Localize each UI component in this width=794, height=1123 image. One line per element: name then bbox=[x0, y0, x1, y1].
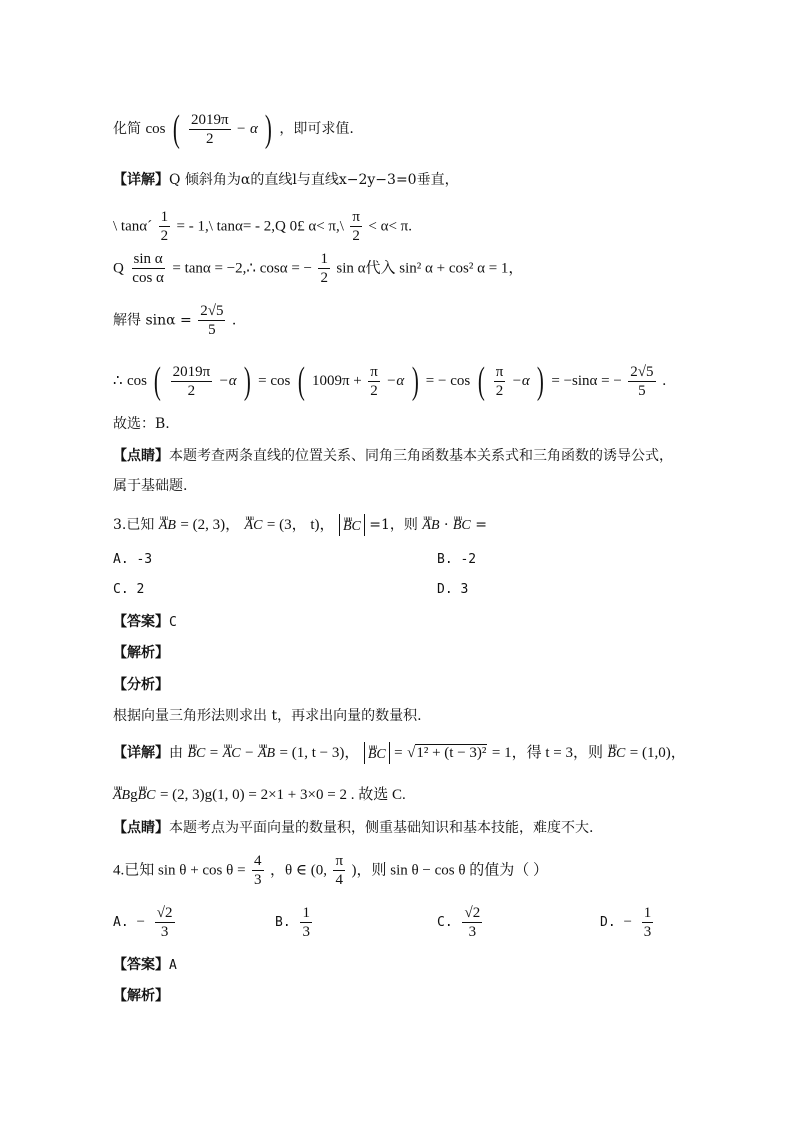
text: = bbox=[394, 745, 403, 761]
fraction bbox=[318, 250, 330, 287]
abs-bc bbox=[339, 514, 365, 536]
q4-analysis bbox=[113, 986, 169, 1006]
option-label: B. bbox=[437, 552, 453, 567]
numerator: π bbox=[370, 363, 378, 380]
denominator: 2 bbox=[160, 228, 169, 244]
answer-value: A bbox=[169, 958, 177, 973]
text: − bbox=[245, 745, 254, 761]
text: )，则 sin θ − cos θ 的值为（ ） bbox=[351, 862, 549, 879]
numerator: 2√5 bbox=[630, 363, 654, 380]
q3-answer bbox=[113, 612, 177, 633]
text: sin α代入 sin² α + cos² α = 1， bbox=[336, 260, 524, 277]
paren-right: ) bbox=[243, 360, 251, 402]
option-value: -3 bbox=[136, 552, 153, 567]
q3-fenxi-text bbox=[113, 706, 422, 726]
option-label: C. bbox=[437, 915, 453, 930]
fraction bbox=[159, 208, 171, 245]
alpha: α bbox=[249, 121, 258, 137]
vector-bc: uuu BC bbox=[453, 512, 471, 536]
fraction bbox=[198, 302, 225, 339]
denominator: cos α bbox=[132, 270, 164, 286]
option-a bbox=[113, 550, 152, 570]
therefore: ∴ bbox=[113, 373, 123, 389]
fraction bbox=[350, 208, 362, 245]
minus: − bbox=[237, 121, 246, 137]
option-label: A. bbox=[113, 552, 129, 567]
section-label: 【解析】 bbox=[113, 645, 169, 661]
text: . bbox=[661, 373, 667, 389]
vector-bc: uuu BC bbox=[138, 782, 156, 806]
text: = - 1,\ tanα= - 2,Q 0£ α< π,\ bbox=[176, 218, 344, 235]
text: g bbox=[130, 787, 138, 803]
numerator: 4 bbox=[254, 853, 262, 869]
vector-bc: uuu BC bbox=[187, 740, 205, 764]
section-label: 【详解】 bbox=[113, 172, 169, 188]
section-label: 【详解】 bbox=[113, 745, 169, 761]
vector-ac: uuu AC bbox=[223, 740, 241, 764]
q4-option-b bbox=[275, 904, 314, 941]
numerator: 2√5 bbox=[200, 303, 224, 319]
numerator: √2 bbox=[156, 905, 173, 921]
line-result bbox=[113, 362, 666, 400]
denominator: 3 bbox=[643, 924, 652, 940]
denominator: 2 bbox=[206, 130, 214, 147]
numerator: π bbox=[335, 853, 344, 869]
text: 属于基础题. bbox=[113, 478, 188, 494]
fraction bbox=[368, 363, 380, 400]
section-label: 【分析】 bbox=[113, 677, 169, 693]
text: = (1, t − 3)， bbox=[279, 745, 360, 761]
denominator: 5 bbox=[638, 382, 646, 399]
paren-right: ) bbox=[265, 108, 273, 150]
option-label: D. bbox=[600, 915, 616, 930]
fraction bbox=[462, 904, 482, 941]
text: −α bbox=[386, 373, 405, 389]
q3-note bbox=[113, 818, 593, 838]
vector-ab: uuu AB bbox=[159, 512, 176, 536]
q3-detail-2 bbox=[113, 782, 406, 806]
line-note bbox=[113, 446, 673, 466]
text: 3.已知 bbox=[113, 517, 155, 533]
denominator: 3 bbox=[254, 872, 262, 888]
text: 本题考查两条直线的位置关系、同角三角函数基本关系式和三角函数的诱导公式， bbox=[169, 448, 673, 464]
paren-left: ( bbox=[297, 360, 305, 402]
text: . bbox=[231, 312, 237, 329]
text: = tanα = −2,∴ cosα = − bbox=[172, 260, 312, 277]
section-label: 【点睛】 bbox=[113, 448, 169, 464]
q4-option-c bbox=[437, 904, 484, 941]
fraction bbox=[300, 904, 312, 941]
numerator: π bbox=[495, 363, 504, 380]
paren-left: ( bbox=[154, 360, 162, 402]
section-label: 【解析】 bbox=[113, 988, 169, 1004]
fraction bbox=[130, 250, 166, 287]
text: = bbox=[475, 517, 487, 533]
fraction bbox=[171, 363, 213, 400]
text: < α< π. bbox=[368, 218, 413, 235]
numerator: 1 bbox=[160, 209, 169, 225]
vector-bc: uuu BC bbox=[368, 742, 386, 764]
numerator: √2 bbox=[464, 905, 481, 921]
text: =1，则 bbox=[369, 517, 418, 533]
sqrt: √1² + (t − 3)² bbox=[407, 745, 487, 761]
q4-answer bbox=[113, 955, 177, 976]
denominator: 3 bbox=[468, 924, 477, 940]
text: = bbox=[209, 745, 219, 761]
question-3-stem bbox=[113, 512, 487, 536]
fraction bbox=[155, 904, 175, 941]
option-c bbox=[113, 580, 144, 600]
text: 化简 bbox=[113, 121, 141, 137]
answer-value: C bbox=[169, 615, 177, 630]
text: = cos bbox=[258, 373, 291, 389]
text: Q 倾斜角为α的直线l与直线x−2y−3=0垂直， bbox=[169, 172, 459, 188]
section-label: 【答案】 bbox=[113, 614, 169, 630]
option-label: A. bbox=[113, 915, 129, 930]
line-tan bbox=[113, 208, 412, 245]
text: −α bbox=[218, 373, 237, 389]
denominator: 5 bbox=[208, 322, 216, 338]
vector-bc: uuu BC bbox=[343, 514, 361, 536]
numerator: 1 bbox=[320, 251, 328, 267]
section-label: 【点睛】 bbox=[113, 820, 169, 836]
option-b bbox=[437, 550, 476, 570]
abs-bc bbox=[364, 742, 390, 764]
numerator: 2019π bbox=[191, 111, 229, 128]
text: 本题考点为平面向量的数量积，侧重基础知识和基本技能，难度不大. bbox=[169, 820, 594, 836]
text: = 1，得 t = 3，则 bbox=[491, 745, 603, 761]
q3-detail bbox=[113, 740, 686, 764]
q4-option-a bbox=[113, 904, 177, 941]
numerator: sin α bbox=[133, 251, 163, 267]
math-cos: cos bbox=[127, 373, 147, 389]
q3-fenxi bbox=[113, 675, 169, 695]
line-sincos bbox=[113, 250, 523, 287]
fraction bbox=[333, 852, 345, 889]
option-label: B. bbox=[275, 915, 291, 930]
q3-analysis bbox=[113, 643, 169, 663]
paren-right: ) bbox=[537, 360, 545, 402]
question-4-stem bbox=[113, 852, 548, 889]
line-simplify bbox=[113, 110, 354, 148]
text: 根据向量三角形法则求出 t，再求出向量的数量积. bbox=[113, 708, 422, 724]
fraction bbox=[252, 852, 264, 889]
vector-ab: uuu AB bbox=[258, 740, 275, 764]
paren-left: ( bbox=[477, 360, 485, 402]
text: = (2, 3)， bbox=[180, 517, 241, 533]
option-label: C. bbox=[113, 582, 129, 597]
text: 1009π + bbox=[311, 373, 362, 389]
vector-ab: uuu AB bbox=[113, 782, 130, 806]
math-cos: cos bbox=[145, 121, 166, 137]
option-d bbox=[437, 580, 468, 600]
denominator: 2 bbox=[370, 382, 378, 399]
section-label: 【答案】 bbox=[113, 957, 169, 973]
vector-ab: uuu AB bbox=[422, 512, 439, 536]
numerator: π bbox=[352, 209, 360, 225]
text: ，即可求值. bbox=[279, 121, 354, 137]
sign: − bbox=[136, 914, 145, 930]
denominator: 2 bbox=[352, 228, 360, 244]
text: 解得 sinα = bbox=[113, 312, 192, 329]
line-solve bbox=[113, 302, 236, 339]
q4-option-d bbox=[600, 904, 655, 941]
text: = −sinα = − bbox=[551, 373, 622, 389]
sign: − bbox=[623, 914, 632, 930]
denominator: 2 bbox=[320, 270, 328, 286]
text: = (3， t)， bbox=[266, 517, 335, 533]
text: 故选：B. bbox=[113, 416, 170, 432]
denominator: 3 bbox=[302, 924, 310, 940]
paren-right: ) bbox=[411, 360, 419, 402]
denominator: 2 bbox=[495, 382, 504, 399]
fraction bbox=[494, 363, 506, 400]
vector-bc: uuu BC bbox=[607, 740, 625, 764]
text: = (2, 3)g(1, 0) = 2×1 + 3×0 = 2 . 故选 C. bbox=[159, 787, 406, 803]
text: = − cos bbox=[425, 373, 471, 389]
dot: · bbox=[443, 517, 449, 533]
fraction bbox=[628, 363, 655, 400]
line-detail-intro bbox=[113, 170, 459, 190]
text: = (1,0)， bbox=[629, 745, 686, 761]
line-note-cont bbox=[113, 476, 187, 496]
radicand: 1² + (t − 3)² bbox=[416, 745, 487, 761]
denominator: 2 bbox=[187, 382, 196, 399]
fraction bbox=[642, 904, 654, 941]
line-choice bbox=[113, 414, 170, 434]
text: 由 bbox=[169, 745, 183, 761]
numerator: 1 bbox=[643, 905, 652, 921]
text: Q bbox=[113, 260, 124, 277]
numerator: 1 bbox=[302, 905, 310, 921]
paren-left: ( bbox=[172, 108, 180, 150]
denominator: 3 bbox=[160, 924, 169, 940]
option-label: D. bbox=[437, 582, 453, 597]
text: −α bbox=[511, 373, 530, 389]
numerator: 2019π bbox=[172, 363, 211, 380]
vector-ac: uuu AC bbox=[245, 512, 263, 536]
text: 4.已知 sin θ + cos θ = bbox=[113, 862, 246, 879]
option-value: 3 bbox=[460, 582, 469, 597]
text: ，θ ∈ (0, bbox=[269, 862, 327, 879]
fraction bbox=[189, 111, 231, 148]
option-value: -2 bbox=[460, 552, 477, 567]
option-value: 2 bbox=[136, 582, 145, 597]
text: \ tanα´ bbox=[113, 218, 153, 235]
denominator: 4 bbox=[335, 872, 343, 888]
